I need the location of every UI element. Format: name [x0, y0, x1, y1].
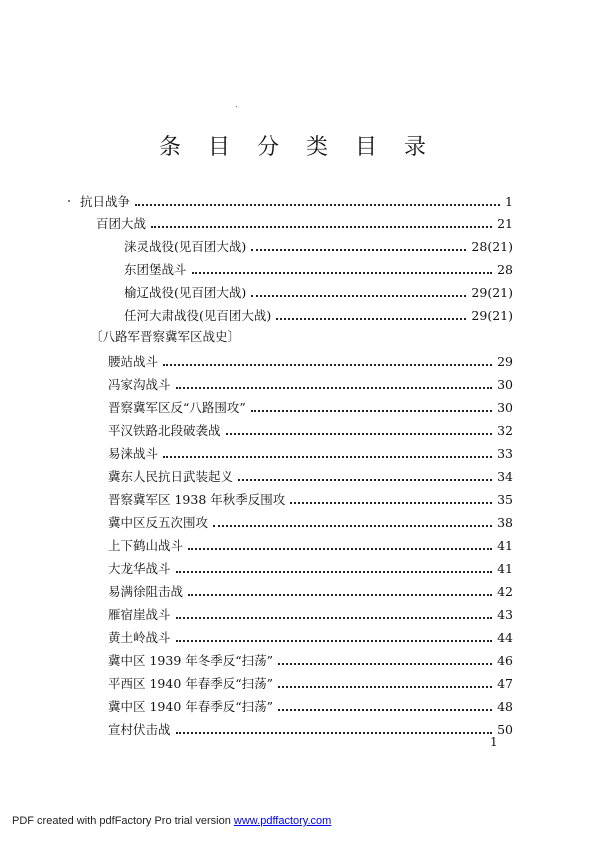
toc-entry[interactable] [124, 304, 513, 324]
dot-leader [176, 387, 493, 389]
toc-entry-page: 46 [497, 653, 513, 668]
toc-entry-page: 47 [497, 676, 513, 691]
footer-link[interactable]: www.pdffactory.com [233, 815, 332, 827]
toc-entry[interactable] [124, 258, 513, 278]
dot-leader [278, 709, 492, 711]
dot-leader [192, 272, 493, 274]
dot-leader [151, 226, 492, 228]
toc-entry-label: 任河大肃战役(见百团大战) [124, 308, 272, 323]
toc-entry[interactable] [124, 281, 513, 301]
toc-entry[interactable] [108, 373, 513, 393]
toc-entry-page: 29(21) [471, 308, 513, 323]
toc-entry[interactable] [124, 235, 513, 255]
toc-entry[interactable] [108, 603, 513, 623]
toc-entry-page: 50 [497, 722, 513, 737]
footer-text: PDF created with pdfFactory Pro trial version [12, 815, 234, 827]
toc-entry-label: 榆辽战役(见百团大战) [124, 285, 247, 300]
toc-entry[interactable] [108, 465, 513, 485]
dot-leader [176, 640, 493, 642]
toc-entry-label: 冀中区 1939 年冬季反“扫荡” [108, 653, 274, 668]
toc-entry-label: 黄土岭战斗 [108, 630, 171, 645]
page-title: 条 目 分 类 目 录 [159, 135, 436, 160]
dot-leader [290, 502, 492, 504]
toc-entry[interactable] [108, 626, 513, 646]
toc-entry-label: 冀中区 1940 年春季反“扫荡” [108, 699, 274, 714]
toc-entry[interactable] [108, 442, 513, 462]
toc-entry[interactable] [96, 212, 513, 232]
toc-entry[interactable] [80, 190, 513, 210]
toc-entry-page: 30 [497, 377, 513, 392]
dot-leader [188, 594, 492, 596]
toc-entry-page: 48 [497, 699, 513, 714]
toc-entry-label: 冯家沟战斗 [108, 377, 171, 392]
toc-entry-label: 冀东人民抗日武装起义 [108, 469, 234, 484]
dot-leader [251, 410, 492, 412]
dot-leader [188, 548, 492, 550]
toc-entry-page: 28 [497, 262, 513, 277]
toc-entry-page: 43 [497, 607, 513, 622]
toc-entry-label: 东团堡战斗 [124, 262, 187, 277]
toc-entry-page: 29 [497, 354, 513, 369]
dot-leader [276, 318, 466, 320]
page-number: 1 [490, 735, 498, 749]
dot-leader [278, 686, 492, 688]
toc-entry-label: 雁宿崖战斗 [108, 607, 171, 622]
toc-entry[interactable] [108, 396, 513, 416]
dot-leader [226, 433, 493, 435]
toc-entry[interactable] [108, 419, 513, 439]
toc-entry-label: 腰站战斗 [108, 354, 159, 369]
toc-entry[interactable] [108, 534, 513, 554]
dot-leader [278, 663, 492, 665]
dot-leader [238, 479, 492, 481]
toc-entry-label: 易涞战斗 [108, 446, 159, 461]
toc-entry-label: 上下鹤山战斗 [108, 538, 184, 553]
toc-entry-page: 33 [497, 446, 513, 461]
toc-entry-label: 晋察冀军区反“八路围攻” [108, 400, 246, 415]
toc-entry[interactable] [108, 695, 513, 715]
dot-leader [176, 732, 493, 734]
dot-leader [176, 571, 493, 573]
toc-entry[interactable] [108, 511, 513, 531]
toc-entry-label: 平汉铁路北段破袭战 [108, 423, 221, 438]
toc-entry-page: 44 [497, 630, 513, 645]
toc-entry-label: 百团大战 [96, 216, 147, 231]
toc-entry-page: 42 [497, 584, 513, 599]
section-heading: 〔八路军晋察冀军区战史〕 [90, 329, 241, 344]
toc-entry[interactable] [108, 672, 513, 692]
toc-entry-label: 大龙华战斗 [108, 561, 171, 576]
toc-entry-page: 21 [497, 216, 513, 231]
pdf-footer [12, 815, 331, 827]
dot-leader [213, 525, 492, 527]
toc-entry[interactable] [108, 557, 513, 577]
dot-leader [251, 249, 466, 251]
toc-entry-page: 32 [497, 423, 513, 438]
toc-entry-label: 涞灵战役(见百团大战) [124, 239, 247, 254]
dot-leader [163, 456, 492, 458]
toc-entry-page: 38 [497, 515, 513, 530]
toc-entry-label: 易满徐阻击战 [108, 584, 184, 599]
dot-leader [163, 364, 492, 366]
dot-leader [251, 295, 466, 297]
toc-entry-page: 41 [497, 561, 513, 576]
dot-leader [176, 617, 493, 619]
scan-speck [236, 106, 237, 107]
toc-entry-label: 平西区 1940 年春季反“扫荡” [108, 676, 274, 691]
dot-leader [135, 204, 500, 206]
toc-entry[interactable] [108, 580, 513, 600]
toc-entry[interactable] [108, 649, 513, 669]
toc-entry-label: 抗日战争 [80, 194, 131, 209]
toc-entry-page: 41 [497, 538, 513, 553]
toc-entry-label: 宣村伏击战 [108, 722, 171, 737]
toc-entry[interactable] [108, 718, 513, 738]
toc-entry-label: 冀中区反五次围攻 [108, 515, 209, 530]
toc-entry-page: 35 [497, 492, 513, 507]
toc-entry-page: 30 [497, 400, 513, 415]
toc-entry-page: 28(21) [471, 239, 513, 254]
toc-entry-page: 1 [505, 194, 513, 209]
toc-entry[interactable] [108, 350, 513, 370]
toc-entry-page: 34 [497, 469, 513, 484]
toc-entry[interactable] [108, 488, 513, 508]
scan-speck [68, 200, 70, 202]
toc-entry-label: 晋察冀军区 1938 年秋季反围攻 [108, 492, 286, 507]
toc-entry-page: 29(21) [471, 285, 513, 300]
